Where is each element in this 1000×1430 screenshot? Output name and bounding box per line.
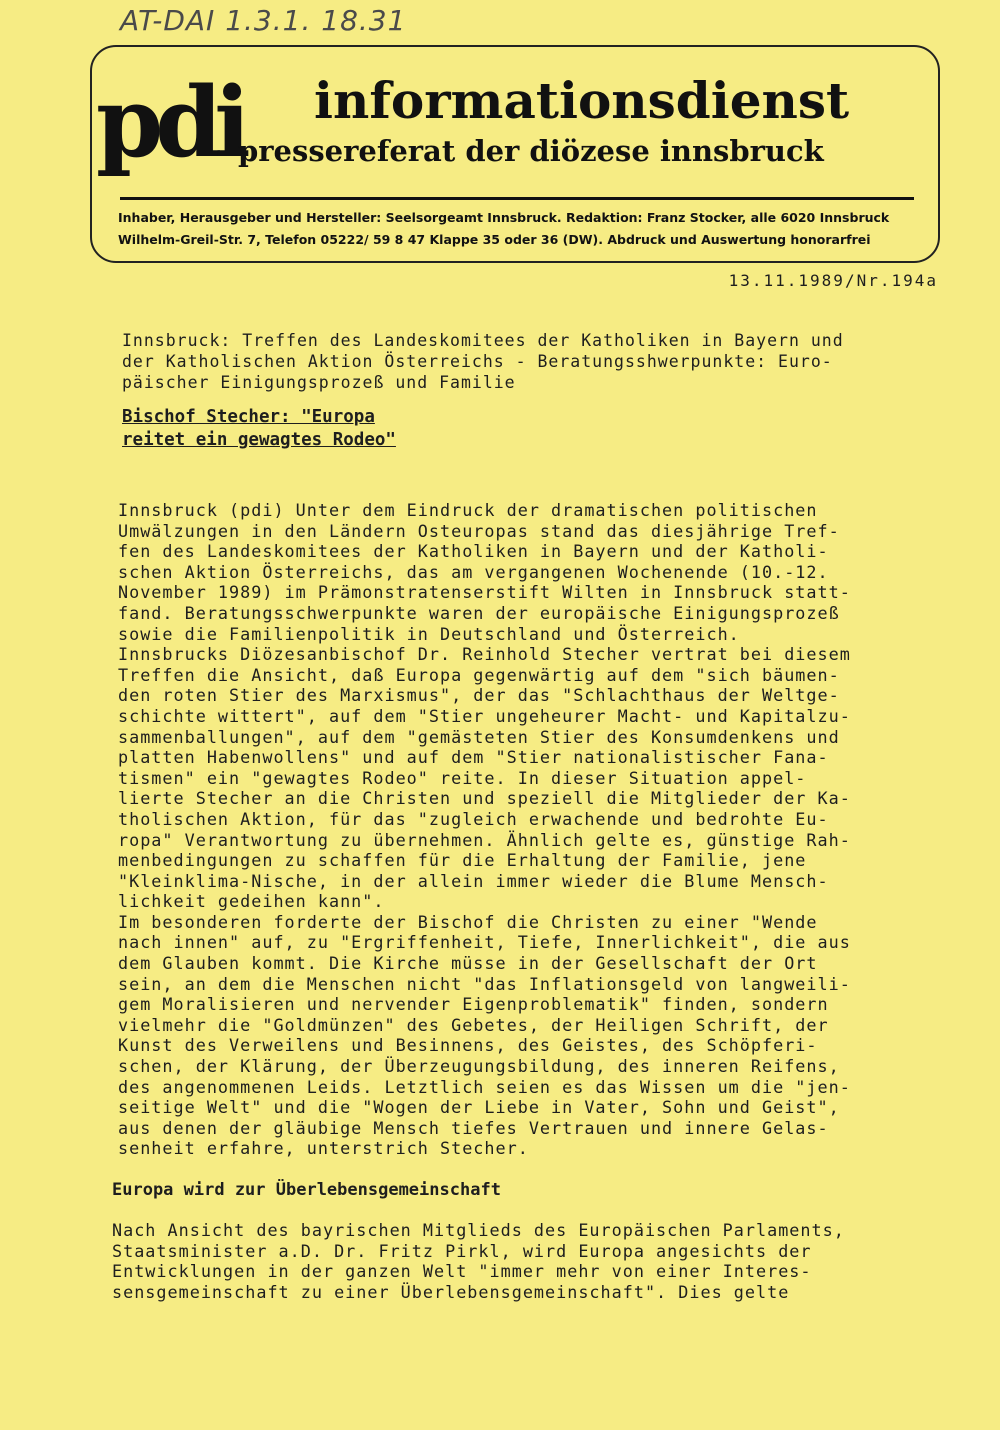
masthead-subtitle: pressereferat der diözese innsbruck (238, 134, 824, 168)
headline-line: Bischof Stecher: "Europa (122, 407, 375, 427)
headline-line: reitet ein gewagtes Rodeo" (122, 430, 396, 450)
body-line: menbedingungen zu schaffen für die Erhaltung der Familie, jene (118, 850, 807, 871)
body-line: lichkeit gedeihen kann". (118, 891, 385, 912)
body-line: fand. Beratungsschwerpunkte waren der europäische Einigungsprozeß (118, 602, 840, 623)
headline (122, 406, 396, 452)
body-line: sensgemeinschaft zu einer Überlebensgemeinschaft". Dies gelte (112, 1281, 790, 1302)
imprint-line: Wilhelm-Greil-Str. 7, Telefon 05222/ 59 8 47 Klappe 35 oder 36 (DW). Abdruck und Auswertung honorarfrei (118, 232, 871, 247)
body-line: Treffen die Ansicht, daß Europa gegenwärtig auf dem "sich bäumen- (118, 664, 840, 685)
body-line: sein, an dem die Menschen nicht "das Inflationsgeld von langweili- (118, 973, 851, 994)
body-line: dem Glauben kommt. Die Kirche müsse in der Gesellschaft der Ort (118, 953, 818, 974)
body-line: fen des Landeskomitees der Katholiken in Bayern und der Katholi- (118, 541, 829, 562)
body-line: senheit erfahre, unterstrich Stecher. (118, 1138, 529, 1159)
article-body (118, 500, 948, 1159)
letterhead (90, 45, 940, 263)
section-subheading: Europa wird zur Überlebensgemeinschaft (112, 1180, 501, 1200)
summary (122, 330, 942, 393)
body-line: vielmehr die "Goldmünzen" des Gebetes, der Heiligen Schrift, der (118, 1014, 829, 1035)
body-line: sowie die Familienpolitik in Deutschland und Österreich. (118, 623, 740, 644)
body-line: Nach Ansicht des bayrischen Mitglieds des Europäischen Parlaments, (112, 1220, 845, 1240)
article-body-continued (112, 1220, 942, 1302)
body-line: tismen" ein "gewagtes Rodeo" reite. In dieser Situation appel- (118, 767, 807, 788)
issue-date-number: 13.11.1989/Nr.194a (728, 271, 938, 290)
body-line: Umwälzungen in den Ländern Osteuropas stand das diesjährige Tref- (118, 520, 840, 541)
body-line: Staatsminister a.D. Dr. Fritz Pirkl, wird Europa angesichts der (112, 1240, 812, 1261)
body-line: Innsbruck (pdi) Unter dem Eindruck der dramatischen politischen (118, 500, 818, 520)
summary-line: der Katholischen Aktion Österreichs - Beratungsshwerpunkte: Euro- (122, 352, 833, 371)
body-line: Entwicklungen in der ganzen Welt "immer mehr von einer Interes- (112, 1261, 812, 1282)
masthead-title: informationsdienst (314, 71, 850, 130)
body-line: aus denen der gläubige Mensch tiefes Vertrauen und innere Gelas- (118, 1117, 829, 1138)
pdi-logo: pdi (96, 66, 243, 179)
body-line: sammenballungen", auf dem "gemästeten Stier des Konsumdenkens und (118, 726, 840, 747)
archive-reference: AT-DAI 1.3.1. 18.31 (120, 4, 407, 37)
body-line: Kunst des Verweilens und Besinnens, des Geistes, des Schöpferi- (118, 1035, 818, 1056)
body-line: schen, der Klärung, der Überzeugungsbildung, des inneren Reifens, (118, 1056, 840, 1077)
imprint (118, 207, 918, 251)
body-line: "Kleinklima-Nische, in der allein immer wieder die Blume Mensch- (118, 870, 829, 891)
body-line: ropa" Verantwortung zu übernehmen. Ähnlich gelte es, günstige Rah- (118, 829, 851, 850)
body-line: seitige Welt" und die "Wogen der Liebe in Vater, Sohn und Geist", (118, 1097, 840, 1118)
body-line: November 1989) im Prämonstratenserstift Wilten in Innsbruck statt- (118, 582, 851, 603)
summary-line: päischer Einigungsprozeß und Familie (122, 373, 516, 392)
masthead-rule (120, 197, 914, 200)
body-line: platten Habenwollens" und auf dem "Stier nationalistischer Fana- (118, 747, 829, 768)
summary-line: Innsbruck: Treffen des Landeskomitees der Katholiken in Bayern und (122, 331, 844, 350)
body-line: Im besonderen forderte der Bischof die Christen zu einer "Wende (118, 911, 818, 932)
body-line: schichte wittert", auf dem "Stier ungeheurer Macht- und Kapitalzu- (118, 705, 851, 726)
body-line: tholischen Aktion, für das "zugleich erwachende und bedrohte Eu- (118, 808, 829, 829)
imprint-line: Inhaber, Herausgeber und Hersteller: Seelsorgeamt Innsbruck. Redaktion: Franz Stocker, alle 6020 Innsbruck (118, 210, 890, 225)
body-line: den roten Stier des Marxismus", der das "Schlachthaus der Weltge- (118, 685, 840, 706)
body-line: des angenommenen Leids. Letztlich seien es das Wissen um die "jen- (118, 1076, 851, 1097)
body-line: nach innen" auf, zu "Ergriffenheit, Tiefe, Innerlichkeit", die aus (118, 932, 851, 953)
body-line: schen Aktion Österreichs, das am vergangenen Wochenende (10.-12. (118, 561, 829, 582)
body-line: lierte Stecher an die Christen und speziell die Mitglieder der Ka- (118, 788, 851, 809)
body-line: gem Moralisieren und nervender Eigenproblematik" finden, sondern (118, 994, 829, 1015)
body-line: Innsbrucks Diözesanbischof Dr. Reinhold Stecher vertrat bei diesem (118, 644, 851, 665)
